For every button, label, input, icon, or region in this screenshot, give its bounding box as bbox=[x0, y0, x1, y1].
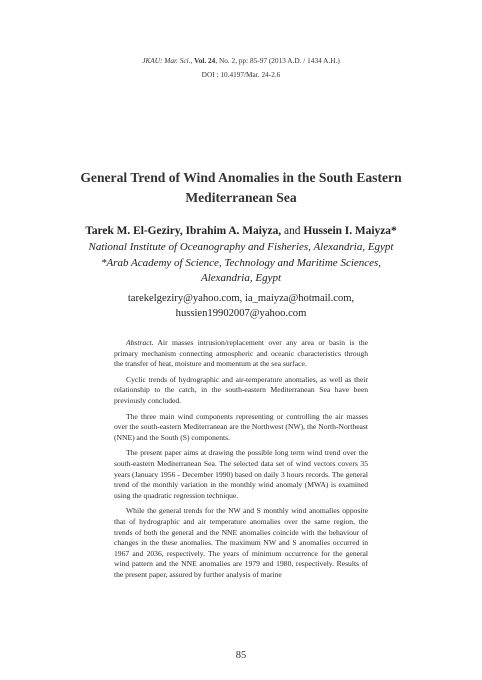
affiliation-1: National Institute of Oceanography and Fisheries, Alexandria, Egypt bbox=[88, 241, 394, 253]
author-list bbox=[0, 225, 482, 237]
authors-part-1: Tarek M. El-Geziry, Ibrahim A. Maiyza, bbox=[85, 225, 282, 237]
abstract-p1-text: Air masses intrusion/replacement over any area or basin is the primary mechanism connecting atmospheric and oceanic characteristics through the transfer of heat, moisture and momentum at the sea surface. bbox=[114, 338, 369, 369]
abstract-paragraph-3: The three main wind components representing or controlling the air masses over the south-eastern Mediterranean are the Northwest (NW), the North-Northeast (NNE) and the South (S) components. bbox=[114, 411, 368, 442]
journal-header bbox=[0, 54, 482, 82]
affiliation-2: *Arab Academy of Science, Technology and Maritime Sciences, bbox=[100, 256, 382, 269]
abstract bbox=[114, 338, 368, 585]
abstract-label: Abstract. bbox=[126, 338, 154, 347]
affiliations bbox=[50, 240, 432, 287]
affiliation-3: Alexandria, Egypt bbox=[200, 272, 282, 284]
page-number: 85 bbox=[235, 650, 247, 661]
abstract-paragraph-4: The present paper aims at drawing the possible long term wind trend over the south-eastern Mediterranean Sea. The selected data set of wind vectors covers 35 years (January 1956 - December 1990) based on daily 3 hours records. The general trend of the monthly variation in the monthly wind anomaly (MWA) is examined using the quadratic regression technique. bbox=[114, 448, 368, 500]
title-line-2: Mediterranean Sea bbox=[185, 190, 297, 205]
abstract-paragraph-1 bbox=[114, 338, 368, 370]
citation-line: JKAU: Mar. Sci., Vol. 24, No. 2, pp: 85-97 (2013 A.D. / 1434 A.H.) bbox=[142, 56, 340, 65]
title-line-1: General Trend of Wind Anomalies in the South Eastern bbox=[80, 170, 402, 185]
citation-rest: , No. 2, pp: 85-97 (2013 A.D. / 1434 A.H.) bbox=[215, 56, 340, 65]
abstract-paragraph-5: While the general trends for the NW and S monthly wind anomalies opposite that of hydrographic and air temperature anomalies over the same region, the trends of both the general and the NNE anomalies coincide with the behaviour of changes in the these anomalies. The maximum NW and S anomalies occurred in 1967 and 2036, respectively. The years of minimum occurrence for the general wind pattern and the NNE anomalies are 1979 and 1980, respectively. Results of the present paper, assured by further analysis of marine bbox=[114, 506, 368, 579]
journal-name: JKAU: Mar. Sci. bbox=[142, 56, 191, 65]
paper-title bbox=[60, 168, 422, 208]
authors-part-2: Hussein I. Maiyza* bbox=[303, 225, 397, 237]
email-line-1: tarekelgeziry@yahoo.com, ia_maiyza@hotmail.com, bbox=[127, 293, 355, 304]
email-block bbox=[60, 292, 422, 321]
volume: Vol. 24 bbox=[194, 56, 216, 65]
doi-line: DOI : 10.4197/Mar. 24-2.6 bbox=[201, 70, 281, 79]
authors-and: and bbox=[284, 225, 301, 237]
email-line-2: hussien19902007@yahoo.com bbox=[175, 307, 307, 319]
abstract-paragraph-2: Cyclic trends of hydrographic and air-temperature anomalies, as well as their relationship to the catch, in the south-eastern Mediterranean Sea have been previously concluded. bbox=[114, 374, 368, 405]
